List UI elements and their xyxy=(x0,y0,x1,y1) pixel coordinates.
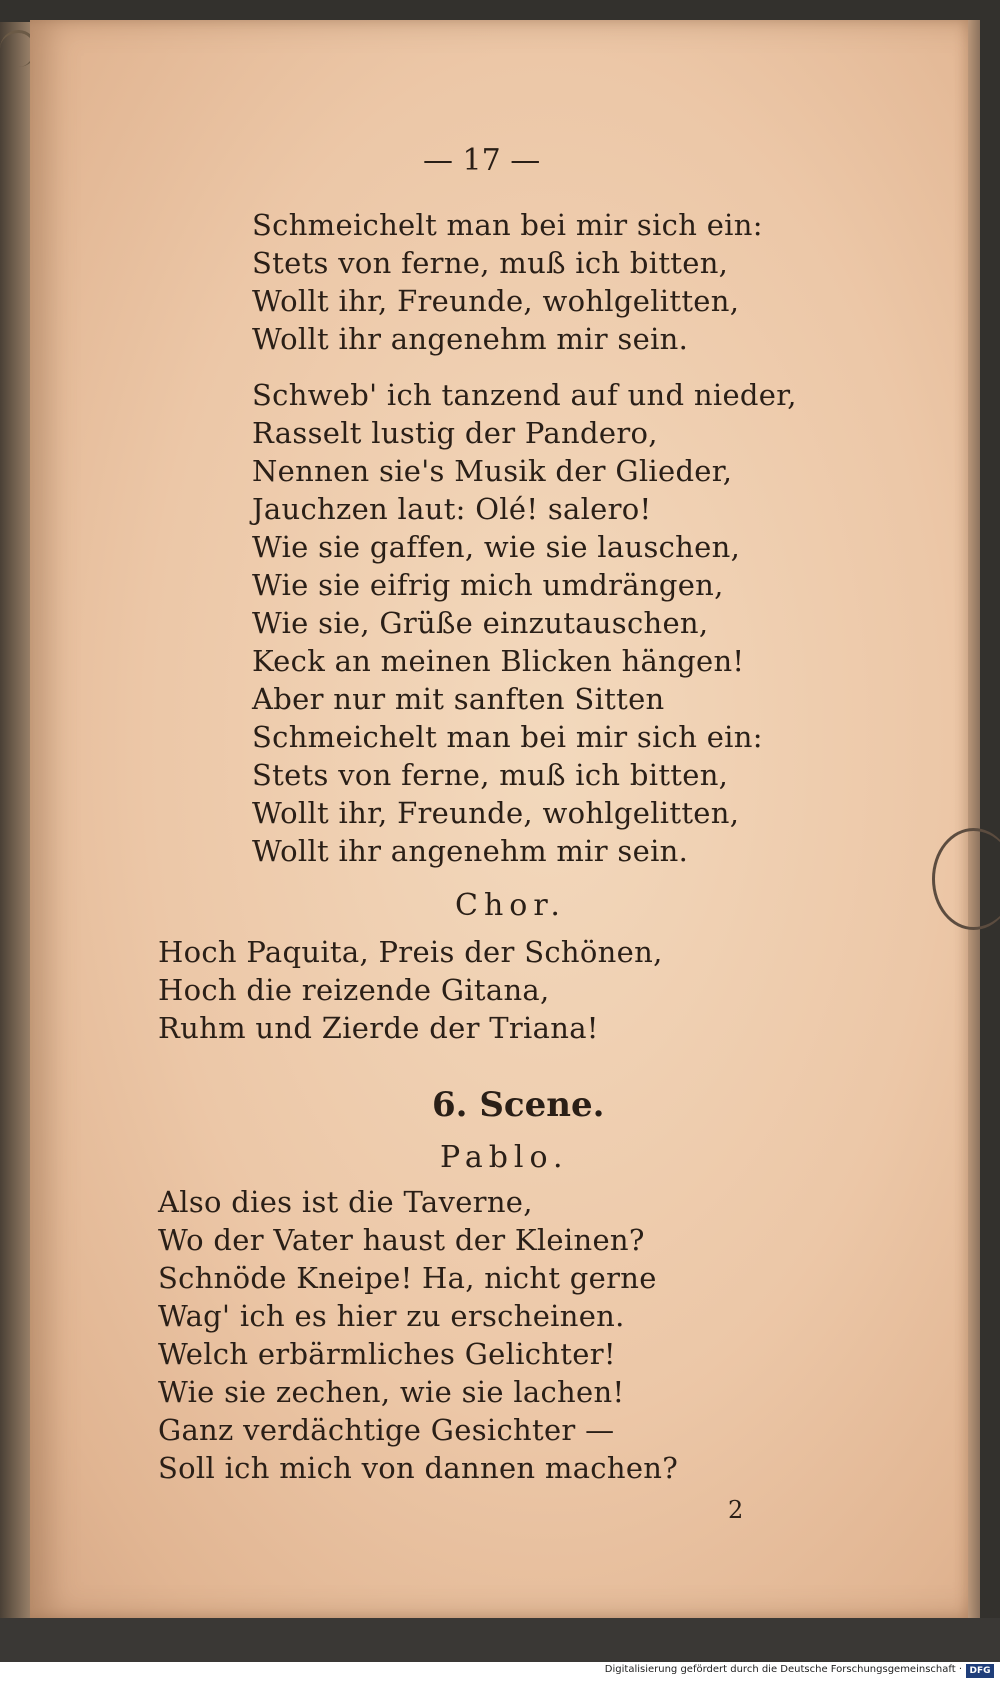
verse-line: Ganz verdächtige Gesichter — xyxy=(158,1413,615,1447)
verse-line: Wo der Vater haust der Kleinen? xyxy=(158,1223,645,1257)
verse-line: Also dies ist die Taverne, xyxy=(158,1185,533,1219)
verse-line: Stets von ferne, muß ich bitten, xyxy=(252,758,729,792)
scene-heading: 6. Scene. xyxy=(432,1085,605,1125)
verse-line: Stets von ferne, muß ich bitten, xyxy=(252,246,729,280)
verse-line: Wag' ich es hier zu erscheinen. xyxy=(158,1299,625,1333)
chor-heading: Chor. xyxy=(455,888,566,923)
verse-line: Wollt ihr, Freunde, wohlgelitten, xyxy=(252,796,740,830)
verse-line: Welch erbärmliches Gelichter! xyxy=(158,1337,616,1371)
verse-line: Schmeichelt man bei mir sich ein: xyxy=(252,720,763,754)
verse-line: Wie sie eifrig mich umdrängen, xyxy=(252,568,724,602)
verse-line: Schnöde Kneipe! Ha, nicht gerne xyxy=(158,1261,657,1295)
verse-line: Rasselt lustig der Pandero, xyxy=(252,416,658,450)
digitization-footer xyxy=(0,1662,1000,1681)
verse-line: Soll ich mich von dannen machen? xyxy=(158,1451,679,1485)
signature-mark: 2 xyxy=(728,1496,744,1524)
verse-line: Ruhm und Zierde der Triana! xyxy=(158,1011,599,1045)
verse-line: Aber nur mit sanften Sitten xyxy=(252,682,665,716)
verse-line: Hoch die reizende Gitana, xyxy=(158,973,550,1007)
verse-line: Wollt ihr angenehm mir sein. xyxy=(252,322,689,356)
scan-bottom-border xyxy=(0,1618,1000,1662)
verse-line: Nennen sie's Musik der Glieder, xyxy=(252,454,733,488)
verse-line: Jauchzen laut: Olé! salero! xyxy=(252,492,652,526)
verse-line: Schmeichelt man bei mir sich ein: xyxy=(252,208,763,242)
page-number: — 17 — xyxy=(423,143,541,178)
verse-line: Wollt ihr angenehm mir sein. xyxy=(252,834,689,868)
verse-line: Wie sie gaffen, wie sie lauschen, xyxy=(252,530,741,564)
page-right-edge xyxy=(968,20,980,1618)
verse-line: Wollt ihr, Freunde, wohlgelitten, xyxy=(252,284,740,318)
dfg-logo: DFG xyxy=(966,1664,994,1678)
verse-line: Schweb' ich tanzend auf und nieder, xyxy=(252,378,797,412)
verse-line: Wie sie zechen, wie sie lachen! xyxy=(158,1375,625,1409)
verse-line: Keck an meinen Blicken hängen! xyxy=(252,644,745,678)
speaker-name: Pablo. xyxy=(440,1140,569,1175)
footer-credit: Digitalisierung gefördert durch die Deutsche Forschungsgemeinschaft · xyxy=(604,1664,962,1675)
verse-line: Hoch Paquita, Preis der Schönen, xyxy=(158,935,663,969)
verse-line: Wie sie, Grüße einzutauschen, xyxy=(252,606,709,640)
